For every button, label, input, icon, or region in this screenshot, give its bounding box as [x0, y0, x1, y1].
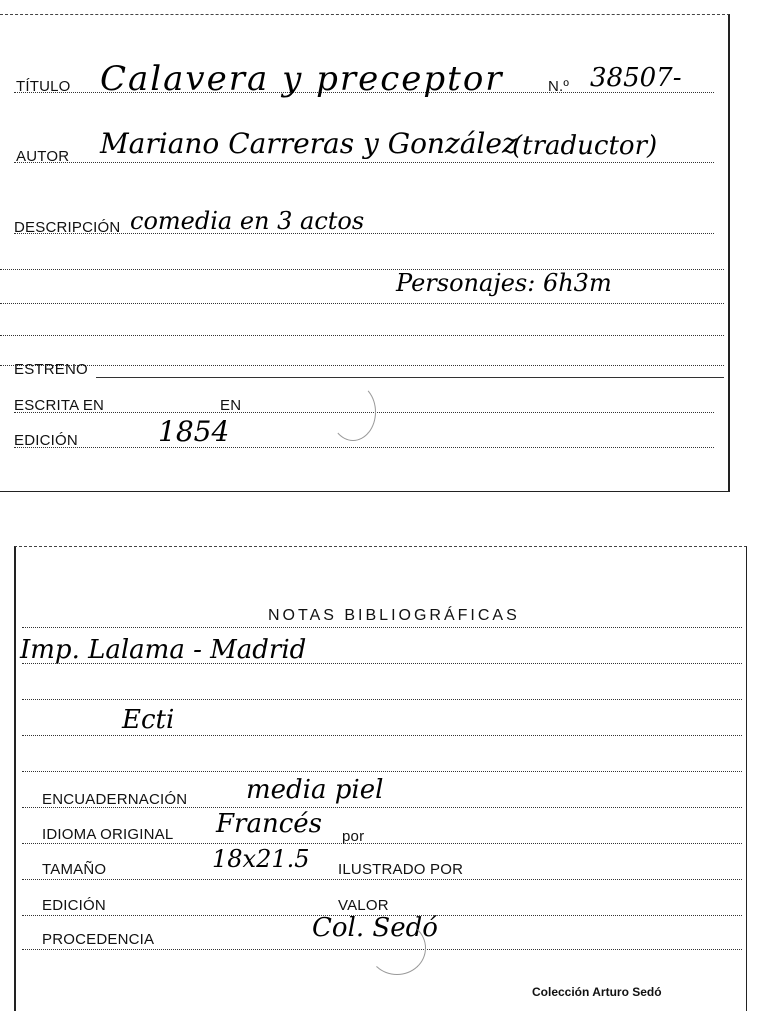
personajes-value: Personajes: 6h3m — [396, 269, 612, 297]
titulo-label: TÍTULO — [16, 78, 71, 95]
encuadernacion-value: media piel — [246, 775, 384, 805]
valor-label: VALOR — [338, 897, 389, 914]
numero-label: N.º — [548, 78, 570, 95]
tamano-value: 18x21.5 — [212, 845, 310, 873]
rule-line — [0, 365, 724, 366]
edicion-label: EDICIÓN — [14, 432, 78, 449]
por-label: por — [342, 828, 365, 845]
idioma-label: IDIOMA ORIGINAL — [42, 826, 174, 843]
encuadernacion-label: ENCUADERNACIÓN — [42, 791, 188, 808]
autor-label: AUTOR — [16, 148, 70, 165]
rule-line — [22, 627, 742, 628]
rule-line — [0, 269, 724, 270]
en-label: EN — [220, 397, 242, 414]
paper-blemish — [330, 383, 376, 441]
edicion-label: EDICIÓN — [42, 897, 106, 914]
catalog-card-top — [0, 14, 730, 492]
paper-blemish — [368, 921, 426, 975]
descripcion-label: DESCRIPCIÓN — [14, 219, 121, 236]
rule-line — [14, 162, 714, 163]
autor-value: Mariano Carreras y González — [100, 127, 517, 160]
estreno-label: ESTRENO — [14, 361, 88, 378]
procedencia-value: Col. Sedó — [312, 913, 438, 943]
edicion-value: 1854 — [158, 415, 230, 448]
titulo-value: Calavera y preceptor — [100, 59, 504, 99]
rule-line — [22, 735, 742, 736]
rule-line — [0, 335, 724, 336]
tamano-label: TAMAÑO — [42, 861, 107, 878]
autor-role: (traductor) — [512, 131, 658, 161]
rule-line — [22, 843, 742, 844]
note-secondary: Ecti — [122, 705, 175, 735]
escrita-label: ESCRITA EN — [14, 397, 105, 414]
coleccion-credit: Colección Arturo Sedó — [532, 985, 662, 999]
rule-line — [22, 699, 742, 700]
numero-value: 38507- — [590, 63, 682, 93]
rule-line — [0, 303, 724, 304]
rule-line — [22, 879, 742, 880]
idioma-value: Francés — [216, 809, 323, 839]
procedencia-label: PROCEDENCIA — [42, 931, 155, 948]
rule-line — [22, 771, 742, 772]
rule-line — [14, 447, 714, 448]
rule-line — [96, 377, 724, 378]
note-imprenta: Imp. Lalama - Madrid — [20, 635, 307, 665]
catalog-card-bottom — [14, 546, 747, 1011]
notas-heading: NOTAS BIBLIOGRÁFICAS — [268, 607, 520, 624]
ilustrado-label: ILUSTRADO POR — [338, 861, 464, 878]
descripcion-value: comedia en 3 actos — [130, 207, 365, 235]
